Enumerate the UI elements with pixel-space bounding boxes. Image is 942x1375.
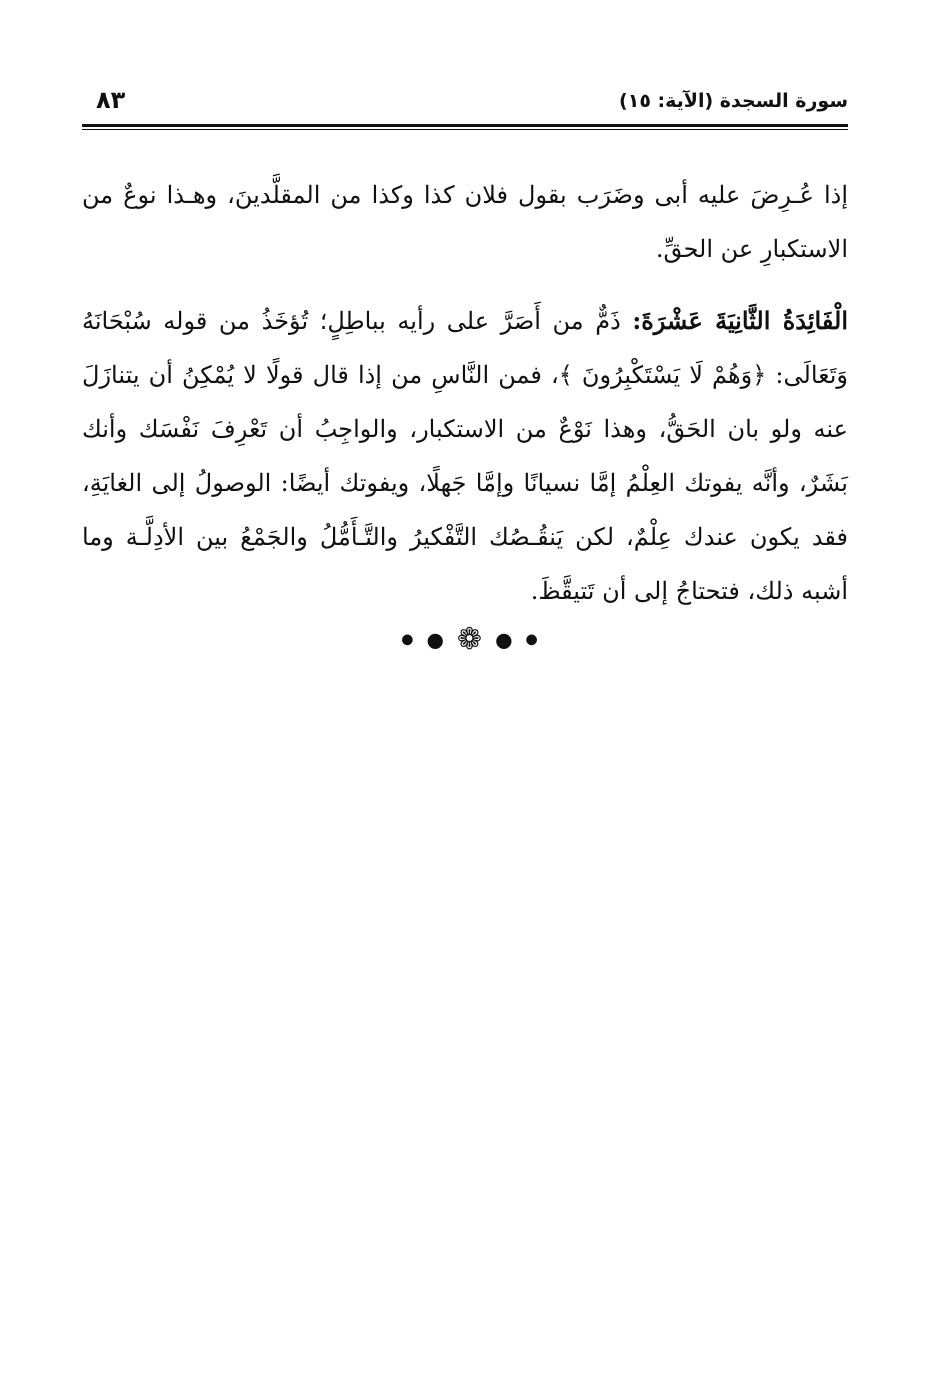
header-divider: [82, 124, 848, 130]
dot-icon: ●: [495, 627, 516, 652]
paragraph-2-text: ذَمٌّ من أَصَرَّ على رأيه بباطِلٍ؛ تُؤخَذُ من قوله سُبْحَانَهُ وَتَعَالَى: ﴿وَهُمْ لَا يَسْتَكْبِرُونَ ﴾، فمن النَّاسِ من إذا قال قولًا لا يُمْكِنُ أن يتنازَلَ عنه ولو بان الحَقُّ، وهذا نَوْعٌ من الاستكبار، والواجِبُ أن تَعْرِفَ نَفْسَك وأنك بَشَرٌ، وأنَّه يفوتك العِلْمُ إمَّا نسيانًا وإمَّا جَهلًا، ويفوتك أيضًا: الوصولُ إلى الغايَةِ، فقد يكون عندك عِلْمٌ، لكن يَنقُـصُك التَّفْكيرُ والتَّـأَمُّلُ والجَمْعُ بين الأدِلَّـة وما أشبه ذلك، فتحتاجُ إلى أن تَتيقَّظَ.: [82, 307, 848, 605]
dot-icon: ●: [525, 631, 541, 648]
section-ornament: [0, 622, 942, 657]
paragraph-1-text: إذا عُـرِضَ عليه أبى وضَرَب بقول فلان كذا وكذا من المقلَّدينَ، وهـذا نوعٌ من الاستكبارِ عن الحقِّ.: [82, 181, 849, 263]
benefit-heading: الْفَائِدَةُ الثَّانِيَةَ عَشْرَةَ:: [632, 306, 848, 335]
page-number: ٨٣: [96, 86, 126, 114]
paragraph-2: [82, 294, 848, 618]
page-header: [82, 86, 848, 126]
dot-icon: ●: [426, 627, 447, 652]
running-head-title: سورة السجدة (الآية: ١٥): [619, 90, 848, 112]
body-text: [82, 168, 848, 618]
dot-icon: ●: [401, 631, 417, 648]
paragraph-1: [82, 168, 848, 276]
floral-ornament-icon: ❁: [456, 622, 486, 657]
paragraph-gap: [82, 276, 848, 294]
